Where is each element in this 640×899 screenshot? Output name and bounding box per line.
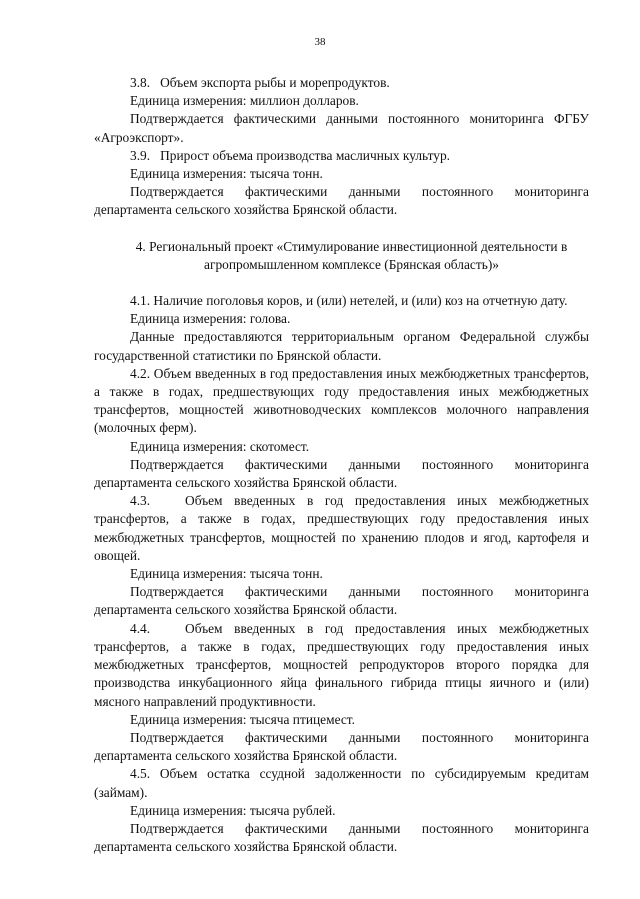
paragraph-4-2-unit: Единица измерения: скотомест.: [130, 438, 310, 454]
paragraph-3-9-title: 3.9. Прирост объема производства масличных культур.: [130, 147, 451, 163]
page-number: 38: [314, 36, 326, 48]
paragraph-4-5-title: 4.5. Объем остатка ссудной задолженности по субсидируемым кредитам (займам).: [94, 766, 589, 800]
paragraph-4-1-source: Данные предоставляются территориальным органом Федеральной службы государственной статистики по Брянской области.: [94, 329, 589, 363]
document-body: [94, 74, 589, 856]
paragraph-4-3-unit: Единица измерения: тысяча тонн.: [130, 566, 323, 582]
section-heading-4: 4. Региональный проект «Стимулирование инвестиционной деятельности в агропромышленном комплексе (Брянская область)»: [135, 238, 568, 272]
paragraph-4-4-source: Подтверждается фактическими данными постоянного мониторинга департамента сельского хозяйства Брянской области.: [94, 729, 589, 764]
paragraph-4-4-unit: Единица измерения: тысяча птицемест.: [130, 711, 355, 727]
paragraph-4-1-unit: Единица измерения: голова.: [130, 311, 291, 327]
paragraph-4-4-title: 4.4. Объем введенных в год предоставления иных межбюджетных трансфертов, а также в годах, предшествующих году предоставления иных межбюджетных трансфертов, мощностей репродукторов второго порядка для производства инкубационного яйца финального гибрида птицы яичного и (или) мясного направлений продуктивности.: [94, 620, 589, 709]
paragraph-3-9-source: Подтверждается фактическими данными постоянного мониторинга департамента сельского хозяйства Брянской области.: [94, 184, 589, 218]
paragraph-4-5-source: Подтверждается фактическими данными постоянного мониторинга департамента сельского хозяйства Брянской области.: [94, 820, 589, 855]
paragraph-3-8-title: 3.8. Объем экспорта рыбы и морепродуктов.: [130, 75, 390, 90]
paragraph-4-1-title: 4.1. Наличие поголовья коров, и (или) нетелей, и (или) коз на отчетную дату.: [130, 293, 568, 309]
paragraph-3-8-source: Подтверждается фактическими данными постоянного мониторинга ФГБУ «Агроэкспорт».: [94, 111, 589, 145]
paragraph-3-9-unit: Единица измерения: тысяча тонн.: [130, 166, 323, 182]
paragraph-4-3-source: Подтверждается фактическими данными постоянного мониторинга департамента сельского хозяйства Брянской области.: [94, 584, 589, 618]
paragraph-3-8-unit: Единица измерения: миллион долларов.: [130, 93, 359, 109]
paragraph-4-3-title: 4.3. Объем введенных в год предоставления иных межбюджетных трансфертов, а также в годах, предшествующих году предоставления иных межбюджетных трансфертов, мощностей по хранению плодов и ягод, картофеля и овощей.: [94, 493, 589, 563]
paragraph-4-2-title: 4.2. Объем введенных в год предоставления иных межбюджетных трансфертов, а также в годах, предшествующих году предоставления иных межбюджетных трансфертов, мощностей животноводческих комплексов молочного направления (молочных ферм).: [94, 365, 589, 436]
paragraph-4-2-source: Подтверждается фактическими данными постоянного мониторинга департамента сельского хозяйства Брянской области.: [94, 456, 589, 491]
paragraph-4-5-unit: Единица измерения: тысяча рублей.: [130, 802, 336, 818]
